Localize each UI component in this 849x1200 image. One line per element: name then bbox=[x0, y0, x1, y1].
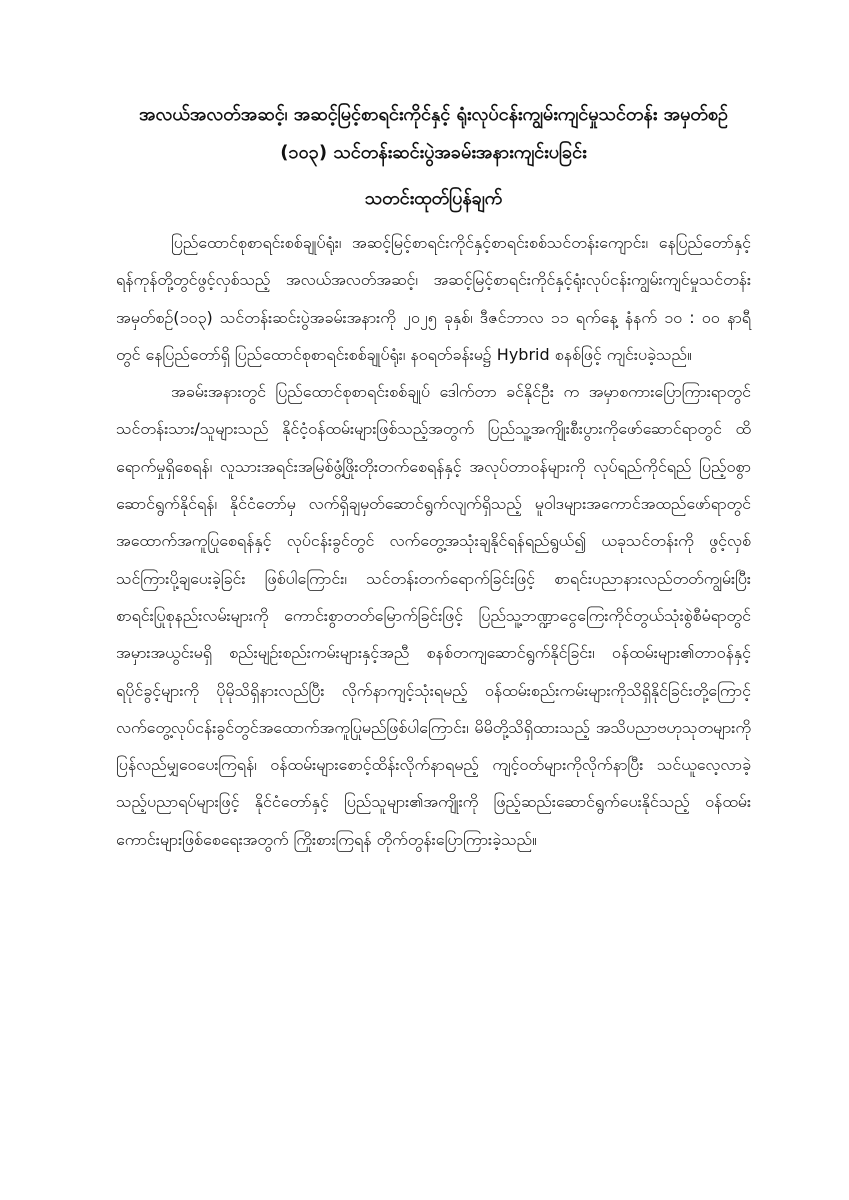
document-title: အလယ်အလတ်အဆင့်၊ အဆင့်မြင့်စာရင်းကိုင်နှင့် ရုံးလုပ်ငန်းကျွမ်းကျင်မှုသင်တန်း အမှတ်စဉ် (၁၀၃) သင်တန်းဆင်းပွဲအခမ်းအနားကျင်းပခြင်း bbox=[138, 104, 729, 163]
press-release-page bbox=[116, 96, 751, 858]
paragraph-1: ပြည်ထောင်စုစာရင်းစစ်ချုပ်ရုံး၊ အဆင့်မြင့်စာရင်းကိုင်နှင့်စာရင်းစစ်သင်တန်းကျောင်း၊ နေပြည်တော်နှင့် ရန်ကုန်တို့တွင်ဖွင့်လှစ်သည့် အလယ်အလတ်အဆင့်၊ အဆင့်မြင့်စာရင်းကိုင်နှင့်ရုံးလုပ်ငန်းကျွမ်းကျင်မှုသင်တန်းအမှတ်စဉ်(၁၀၃) သင်တန်းဆင်းပွဲအခမ်းအနားကို ၂၀၂၅ ခုနှစ်၊ ဒီဇင်ဘာလ ၁၁ ရက်နေ့ နံနက် ၁၀ : ၀၀ နာရီတွင် နေပြည်တော်ရှိ ပြည်ထောင်စုစာရင်းစစ်ချုပ်ရုံး၊ နဝရတ်ခန်းမ၌ Hybrid စနစ်ဖြင့် ကျင်းပခဲ့သည်။ bbox=[116, 233, 751, 364]
document-subtitle: သတင်းထုတ်ပြန်ချက် bbox=[364, 188, 503, 209]
paragraph-2: အခမ်းအနားတွင် ပြည်ထောင်စုစာရင်းစစ်ချုပ် ဒေါက်တာ ခင်နိုင်ဦး က အမှာစကားပြောကြားရာတွင် သင်တန်းသား/သူများသည် နိုင်ငံ့ဝန်ထမ်းများဖြစ်သည့်အတွက် ပြည်သူ့အကျိုးစီးပွားကိုဖော်ဆောင်ရာတွင် ထိရောက်မှုရှိစေရန်၊ လူသားအရင်းအမြစ်ဖွံ့ဖြိုးတိုးတက်စေရန်နှင့် အလုပ်တာဝန်များကို လုပ်ရည်ကိုင်ရည် ပြည့်ဝစွာဆောင်ရွက်နိုင်ရန်၊ နိုင်ငံတော်မှ လက်ရှိချမှတ်ဆောင်ရွက်လျက်ရှိသည့် မူဝါဒများအကောင်အထည်ဖော်ရာတွင် အထောက်အကူပြုစေရန်နှင့် လုပ်ငန်းခွင်တွင် လက်တွေ့အသုံးချနိုင်ရန်ရည်ရွယ်၍ ယခုသင်တန်းကို ဖွင့်လှစ်သင်ကြားပို့ချပေးခဲ့ခြင်း ဖြစ်ပါကြောင်း၊ သင်တန်းတက်ရောက်ခြင်းဖြင့် စာရင်းပညာနားလည်တတ်ကျွမ်းပြီး စာရင်းပြုစုနည်းလမ်းများကို ကောင်းစွာတတ်မြောက်ခြင်းဖြင့် ပြည်သူ့ဘဏ္ဍာငွေကြေးကိုင်တွယ်သုံးစွဲစီမံရာတွင် အမှားအယွင်းမရှိ စည်းမျဉ်းစည်းကမ်းများနှင့်အညီ စနစ်တကျဆောင်ရွက်နိုင်ခြင်း၊ ဝန်ထမ်းများ၏တာဝန်နှင့်ရပိုင်ခွင့်များကို ပိုမိုသိရှိနားလည်ပြီး လိုက်နာကျင့်သုံးရမည့် ဝန်ထမ်းစည်းကမ်းများကိုသိရှိနိုင်ခြင်းတို့ကြောင့် လက်တွေ့လုပ်ငန်းခွင်တွင်အထောက်အကူပြုမည်ဖြစ်ပါကြောင်း၊ မိမိတို့သိရှိထားသည့် အသိပညာဗဟုသုတများကို ပြန်လည်မျှဝေပေးကြရန်၊ ဝန်ထမ်းများစောင့်ထိန်းလိုက်နာရမည့် ကျင့်ဝတ်များကိုလိုက်နာပြီး သင်ယူလေ့လာခဲ့သည့်ပညာရပ်များဖြင့် နိုင်ငံတော်နှင့် ပြည်သူများ၏အကျိုးကို ဖြည့်ဆည်းဆောင်ရွက်ပေးနိုင်သည့် ဝန်ထမ်းကောင်းများဖြစ်စေရေးအတွက် ကြိုးစားကြရန် တိုက်တွန်းပြောကြားခဲ့သည်။ bbox=[116, 382, 751, 849]
